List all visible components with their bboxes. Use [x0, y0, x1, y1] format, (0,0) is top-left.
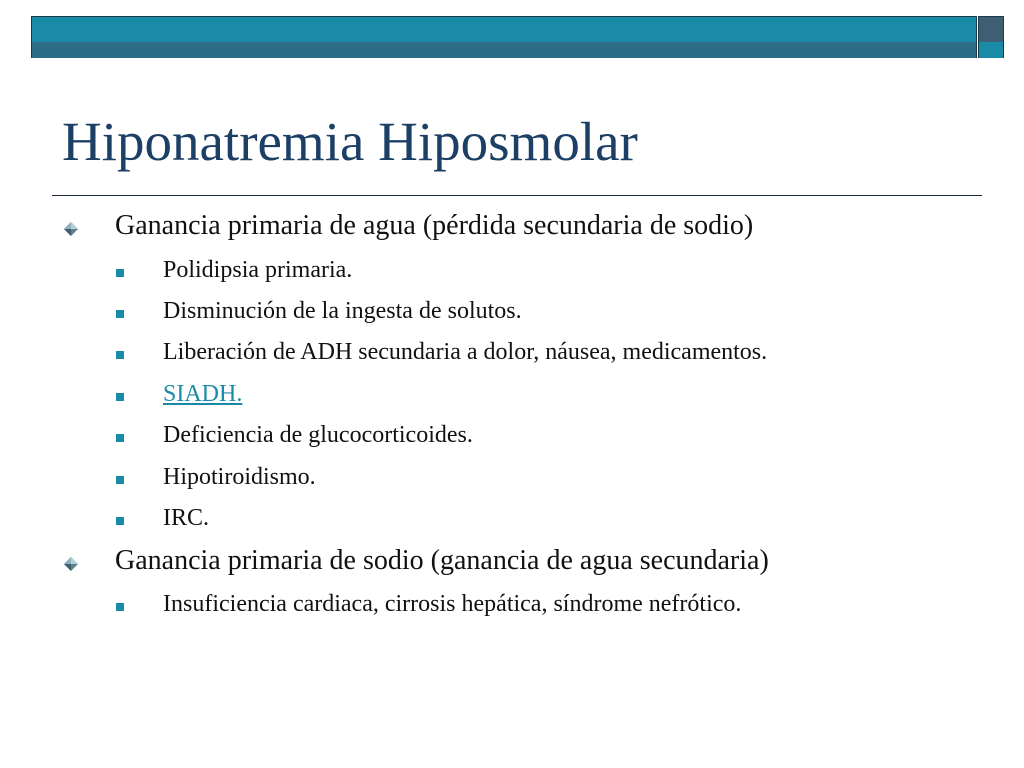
header-banner-corner: [978, 16, 1004, 58]
diamond-bullet-icon: [64, 557, 78, 571]
bullet-1-text: Ganancia primaria de agua (pérdida secundaria de sodio): [115, 210, 754, 241]
square-bullet-icon: [116, 603, 124, 611]
square-bullet-icon: [116, 351, 124, 359]
header-banner: [31, 16, 977, 58]
sub-bullet-1-1: Polidipsia primaria.: [163, 257, 353, 283]
sub-bullet-1-5: Deficiencia de glucocorticoides.: [163, 422, 473, 448]
header-corner-bottom: [979, 42, 1003, 58]
sub-bullet-1-7: IRC.: [163, 505, 210, 531]
square-bullet-icon: [116, 517, 124, 525]
bullet-2-text: Ganancia primaria de sodio (ganancia de agua secundaria): [115, 545, 769, 576]
square-bullet-icon: [116, 434, 124, 442]
square-bullet-icon: [116, 476, 124, 484]
square-bullet-icon: [116, 310, 124, 318]
header-corner-top: [979, 17, 1003, 42]
header-banner-top-band: [32, 17, 976, 42]
title-divider: [52, 195, 982, 196]
sub-bullet-1-2: Disminución de la ingesta de solutos.: [163, 298, 522, 324]
square-bullet-icon: [116, 393, 124, 401]
sub-bullet-2-1: Insuficiencia cardiaca, cirrosis hepática, síndrome nefrótico.: [163, 591, 742, 617]
diamond-bullet-icon: [64, 222, 78, 236]
sub-bullet-1-6: Hipotiroidismo.: [163, 464, 316, 490]
square-bullet-icon: [116, 269, 124, 277]
header-banner-bottom-band: [32, 42, 976, 58]
siadh-link[interactable]: SIADH.: [163, 381, 243, 407]
sub-bullet-1-3: Liberación de ADH secundaria a dolor, náusea, medicamentos.: [163, 339, 768, 365]
slide-title: Hiponatremia Hiposmolar: [62, 111, 638, 172]
sub-bullet-1-4: [163, 381, 242, 408]
